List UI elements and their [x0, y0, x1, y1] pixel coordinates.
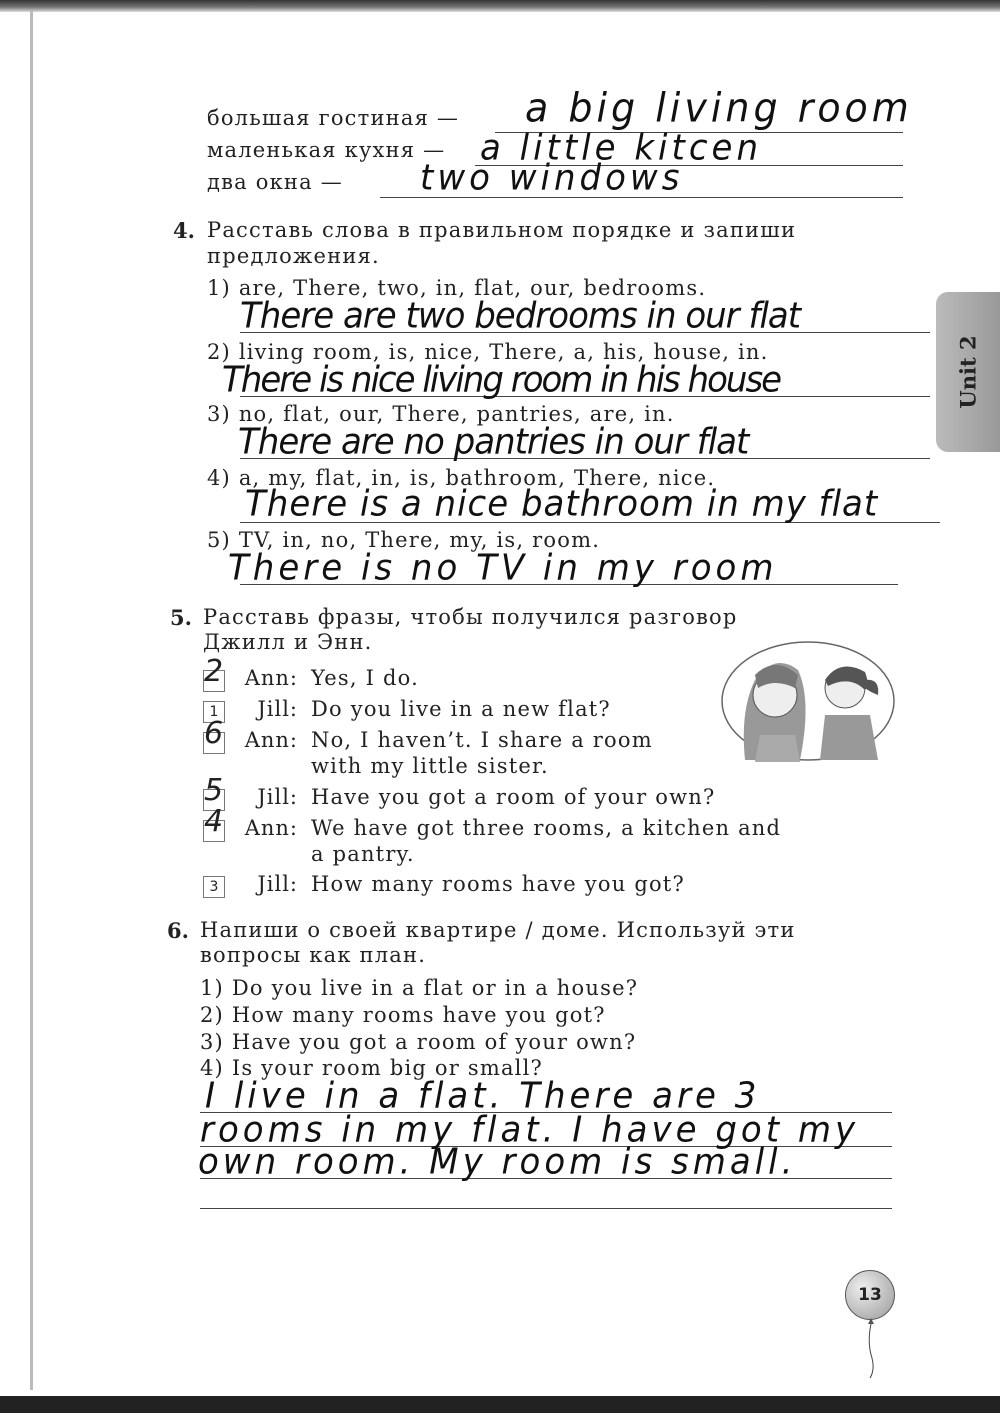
balloon-string	[866, 1318, 876, 1378]
scan-bottom-edge	[0, 1396, 1000, 1413]
order-number: 2	[204, 654, 224, 689]
instruction: вопросы как план.	[200, 943, 427, 967]
prompt: 2) living room, is, nice, There, a, his, house, in.	[207, 340, 769, 364]
plan-question: 1) Do you live in a flat or in a house?	[200, 976, 639, 1000]
handwritten-answer: There is a nice bathroom in my flat	[245, 483, 879, 525]
handwritten-answer: There is no TV in my room	[228, 547, 778, 589]
two-girls-illustration	[720, 640, 896, 762]
speaker: Jill:	[257, 697, 298, 721]
unit-side-tab	[936, 292, 1000, 452]
prompt: 5) TV, in, no, There, my, is, room.	[207, 528, 601, 552]
page-number-balloon: 13	[845, 1270, 895, 1320]
handwritten-answer: I live in a flat. There are 3	[205, 1075, 761, 1117]
dialogue-line: No, I haven’t. I share a room	[311, 728, 653, 752]
dialogue-line: Yes, I do.	[311, 666, 419, 690]
instruction: Расставь слова в правильном порядке и запиши	[207, 218, 797, 242]
order-number: 1	[209, 704, 219, 720]
instruction: Напиши о своей квартире / доме. Используй эти	[200, 918, 796, 942]
speaker: Ann:	[244, 666, 298, 690]
exercise-number: 5.	[170, 605, 192, 630]
speaker: Jill:	[257, 872, 298, 896]
scan-left-edge	[30, 10, 33, 1390]
plan-question: 3) Have you got a room of your own?	[200, 1030, 637, 1054]
vocab-ru: маленькая кухня —	[207, 138, 446, 162]
dialogue-line: with my little sister.	[311, 754, 549, 778]
order-box[interactable]	[203, 876, 225, 898]
handwritten-answer: own room. My room is small.	[198, 1141, 797, 1183]
order-number: 3	[209, 879, 219, 895]
order-box[interactable]	[203, 716, 225, 754]
handwritten-answer: two windows	[420, 157, 684, 199]
handwritten-answer: There are two bedrooms in our flat	[240, 295, 801, 337]
vocab-ru: два окна —	[207, 170, 343, 194]
order-number: 5	[204, 773, 224, 808]
scan-top-edge	[0, 0, 1000, 12]
dialogue-line: Do you live in a new flat?	[311, 697, 611, 721]
speaker: Ann:	[244, 816, 298, 840]
handwritten-answer: a little kitcen	[480, 127, 762, 169]
order-number: 6	[204, 716, 224, 751]
dialogue-line: How many rooms have you got?	[311, 872, 685, 896]
dialogue-line: We have got three rooms, a kitchen and	[311, 816, 782, 840]
handwritten-answer: rooms in my flat. I have got my	[200, 1109, 860, 1151]
plan-question: 2) How many rooms have you got?	[200, 1003, 606, 1027]
answer-line	[200, 1208, 892, 1209]
speaker: Jill:	[257, 785, 298, 809]
prompt: 4) a, my, flat, in, is, bathroom, There, nice.	[207, 466, 716, 490]
unit-label: Unit 2	[955, 335, 981, 409]
order-box[interactable]	[203, 654, 225, 692]
prompt: 1) are, There, two, in, flat, our, bedrooms.	[207, 276, 707, 300]
handwritten-answer: There is nice living room in his house	[222, 359, 781, 401]
plan-question: 4) Is your room big or small?	[200, 1056, 543, 1080]
vocab-ru: большая гостиная —	[207, 106, 460, 130]
dialogue-line: Have you got a room of your own?	[311, 785, 716, 809]
instruction: Расставь фразы, чтобы получился разговор	[203, 605, 738, 629]
order-number: 4	[204, 804, 224, 839]
handwritten-answer: There are no pantries in our flat	[238, 421, 749, 463]
dialogue-line: a pantry.	[311, 842, 415, 866]
instruction: Джилл и Энн.	[203, 630, 373, 654]
handwritten-answer: a big living room	[525, 84, 913, 132]
prompt: 3) no, flat, our, There, pantries, are, in.	[207, 402, 675, 426]
instruction: предложения.	[207, 244, 380, 268]
speaker: Ann:	[244, 728, 298, 752]
order-box[interactable]	[203, 804, 225, 842]
exercise-number: 6.	[167, 918, 189, 943]
exercise-number: 4.	[173, 218, 195, 243]
